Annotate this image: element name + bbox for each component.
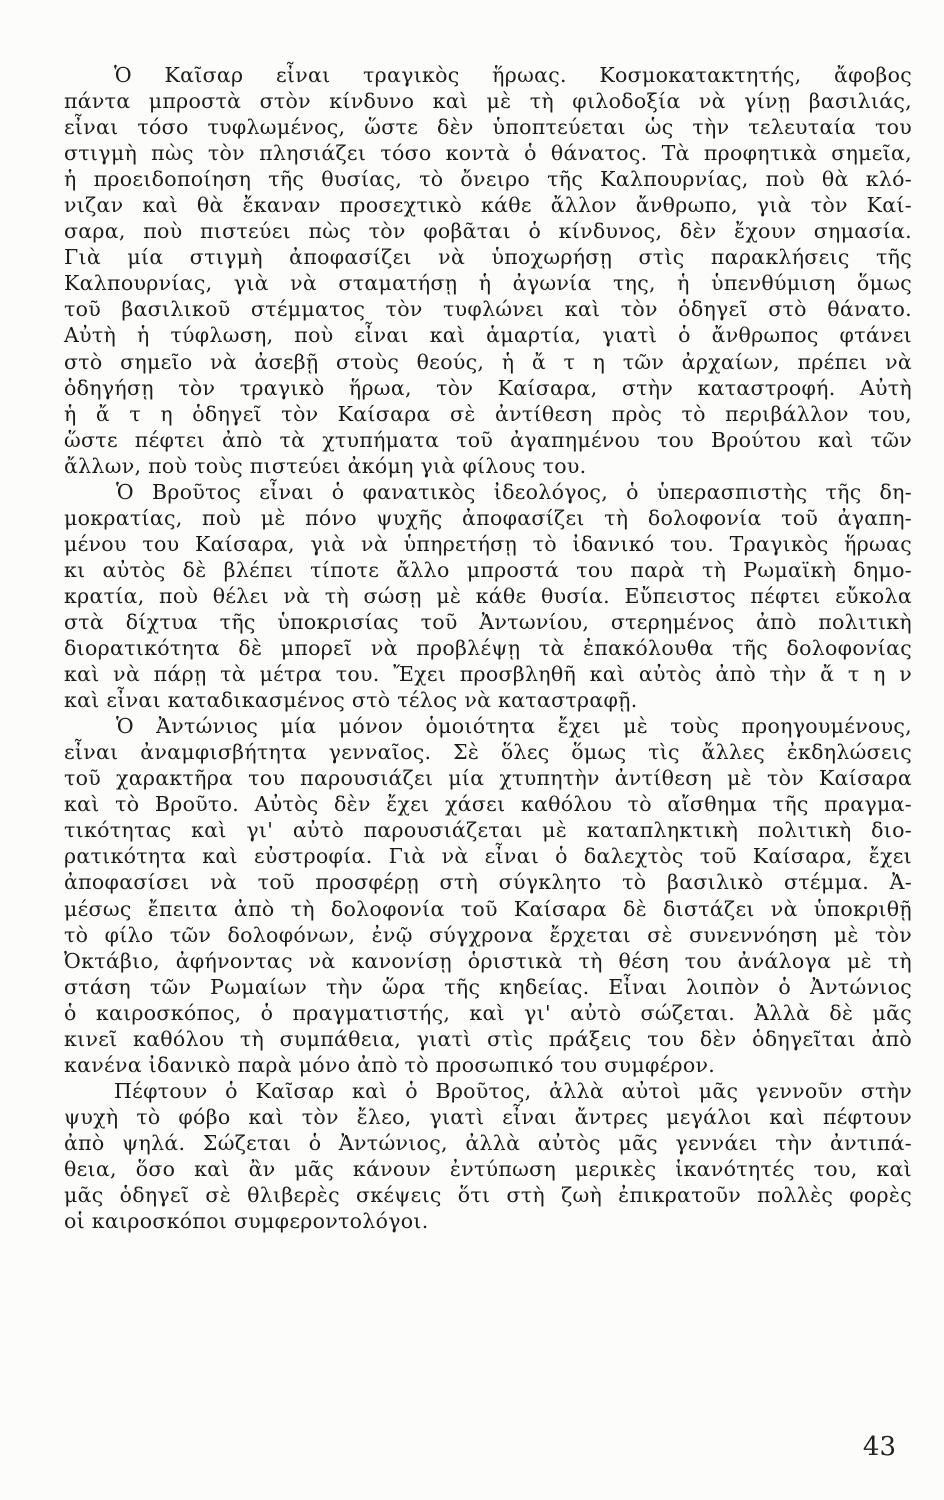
text-line: μᾶς ὁδηγεῖ σὲ θλιβερὲς σκέψεις ὅτι στὴ ζωὴ ἐπικρατοῦν πολλὲς φορὲς xyxy=(64,1183,912,1208)
text-line: ἄλλων, ποὺ τοὺς πιστεύει ἀκόμη γιὰ φίλους του. xyxy=(64,453,587,478)
text-line: εἶναι τόσο τυφλωμένος, ὥστε δὲν ὑποπτεύεται ὡς τὴν τελευταία του xyxy=(64,115,912,140)
text-line: τοῦ χαρακτῆρα του παρουσιάζει μία χτυπητὴν ἀντίθεση μὲ τὸν Καίσαρα xyxy=(64,766,912,791)
text-line: ψυχὴ τὸ φόβο καὶ τὸν ἔλεο, γιατὶ εἶναι ἄντρες μεγάλοι καὶ πέφτουν xyxy=(64,1104,912,1129)
text-line: κανένα ἰδανικὸ παρὰ μόνο ἀπὸ τὸ προσωπικό του συμφέρον. xyxy=(64,1052,716,1077)
text-line: θεια, ὅσο καὶ ἂν μᾶς κάνουν ἐντύπωση μερικὲς ἱκανότητές του, καὶ xyxy=(64,1156,912,1181)
text-line: μοκρατίας, ποὺ μὲ πόνο ψυχῆς ἀποφασίζει τὴ δολοφονία τοῦ ἀγαπη- xyxy=(64,505,912,530)
text-line: Ὁ Ἀντώνιος μία μόνον ὁμοιότητα ἔχει μὲ τοὺς προηγουμένους, xyxy=(116,714,912,739)
text-line: κρατία, ποὺ θέλει νὰ τὴ σώσῃ μὲ κάθε θυσία. Εὔπειστος πέφτει εὔκολα xyxy=(64,583,912,608)
text-line: τὸ φίλο τῶν δολοφόνων, ἐνῷ σύγχρονα ἔρχεται σὲ συνεννόηση μὲ τὸν xyxy=(64,922,912,947)
text-line: νιζαν καὶ θὰ ἔκαναν προσεχτικὸ κάθε ἄλλον ἄνθρωπο, γιὰ τὸν Καί- xyxy=(64,193,912,218)
text-line: ἡ προειδοποίηση τῆς θυσίας, τὸ ὄνειρο τῆς Καλπουρνίας, ποὺ θὰ κλό- xyxy=(64,167,912,192)
text-line: τικότητας καὶ γι' αὐτὸ παρουσιάζεται μὲ καταπληκτικὴ πολιτικὴ διο- xyxy=(64,818,912,843)
text-line: κινεῖ καθόλου τὴ συμπάθεια, γιατὶ στὶς πράξεις του δὲν ὁδηγεῖται ἀπὸ xyxy=(64,1026,912,1051)
text-line: καὶ τὸ Βροῦτο. Αὐτὸς δὲν ἔχει χάσει καθόλου τὸ αἴσθημα τῆς πραγμα- xyxy=(64,792,912,817)
text-line: Καλπουρνίας, γιὰ νὰ σταματήσῃ ἡ ἀγωνία της, ἡ ὑπενθύμιση ὅμως xyxy=(64,271,912,296)
text-line: καὶ νὰ πάρῃ τὰ μέτρα του. Ἔχει προσβληθῆ καὶ αὐτὸς ἀπὸ τὴν ἄ τ η ν xyxy=(64,662,912,687)
text-line: ρατικότητα καὶ εὐστροφία. Γιὰ νὰ εἶναι ὁ δαλεχτὸς τοῦ Καίσαρα, ἔχει xyxy=(64,844,912,869)
text-line: ὥστε πέφτει ἀπὸ τὰ χτυπήματα τοῦ ἀγαπημένου του Βρούτου καὶ τῶν xyxy=(64,427,912,452)
text-line: ἡ ἄ τ η ὁδηγεῖ τὸν Καίσαρα σὲ ἀντίθεση πρὸς τὸ περιβάλλον του, xyxy=(64,401,912,426)
text-line: εἶναι ἀναμφισβήτητα γενναῖος. Σὲ ὅλες ὅμως τὶς ἄλλες ἐκδηλώσεις xyxy=(64,740,912,765)
text-line: στάση τῶν Ρωμαίων τὴν ὥρα τῆς κηδείας. Εἶναι λοιπὸν ὁ Ἀντώνιος xyxy=(64,974,912,999)
text-line: ἀποφασίσει νὰ τοῦ προσφέρῃ στὴ σύγκλητο τὸ βασιλικὸ στέμμα. Ἀ- xyxy=(64,870,912,895)
text-line: Πέφτουν ὁ Καῖσαρ καὶ ὁ Βροῦτος, ἀλλὰ αὐτοὶ μᾶς γεννοῦν στὴν xyxy=(114,1078,912,1103)
text-line: Ὁ Καῖσαρ εἶναι τραγικὸς ἥρωας. Κοσμοκατακτητής, ἄφοβος xyxy=(114,63,912,87)
paragraph-brutus xyxy=(64,479,912,713)
body-text xyxy=(64,62,912,1234)
text-line: μένου του Καίσαρα, γιὰ νὰ ὑπηρετήσῃ τὸ ἰδανικό του. Τραγικὸς ἥρωας xyxy=(64,531,912,556)
text-line: Γιὰ μία στιγμὴ ἀποφασίζει νὰ ὑποχωρήσῃ στὶς παρακλήσεις τῆς xyxy=(64,245,912,270)
text-line: οἱ καιροσκόποι συμφεροντολόγοι. xyxy=(64,1209,429,1234)
text-line: σαρα, ποὺ πιστεύει πὼς τὸν φοβᾶται ὁ κίνδυνος, δὲν ἔχουν σημασία. xyxy=(64,219,912,244)
page-number: 43 xyxy=(862,1432,896,1462)
text-line: ὁ καιροσκόπος, ὁ πραγματιστής, καὶ γι' αὐτὸ σώζεται. Ἀλλὰ δὲ μᾶς xyxy=(64,1000,912,1025)
paragraph-caesar xyxy=(64,62,912,479)
paragraph-antony xyxy=(64,713,912,1078)
text-line: καὶ εἶναι καταδικασμένος στὸ τέλος νὰ καταστραφῇ. xyxy=(64,688,638,713)
text-line: Ὁ Βροῦτος εἶναι ὁ φανατικὸς ἰδεολόγος, ὁ ὑπερασπιστὴς τῆς δη- xyxy=(116,479,912,504)
text-line: στὰ δίχτυα τῆς ὑποκρισίας τοῦ Ἀντωνίου, στερημένος ἀπὸ πολιτικὴ xyxy=(64,609,912,634)
text-line: στιγμὴ πὼς τὸν πλησιάζει τόσο κοντὰ ὁ θάνατος. Τὰ προφητικὰ σημεῖα, xyxy=(64,141,912,166)
text-line: διορατικότητα δὲ μπορεῖ νὰ προβλέψῃ τὰ ἐπακόλουθα τῆς δολοφονίας xyxy=(64,636,912,661)
text-line: Αὐτὴ ἡ τύφλωση, ποὺ εἶναι καὶ ἁμαρτία, γιατὶ ὁ ἄνθρωπος φτάνει xyxy=(64,323,912,348)
text-line: μέσως ἔπειτα ἀπὸ τὴ δολοφονία τοῦ Καίσαρα δὲ διστάζει νὰ ὑποκριθῇ xyxy=(64,896,912,921)
text-line: ὁδηγήσῃ τὸν τραγικὸ ἥρωα, τὸν Καίσαρα, στὴν καταστροφή. Αὐτὴ xyxy=(64,375,912,400)
text-line: ἀπὸ ψηλά. Σώζεται ὁ Ἀντώνιος, ἀλλὰ αὐτὸς μᾶς γεννάει τὴν ἀντιπά- xyxy=(64,1130,912,1155)
paragraph-conclusion xyxy=(64,1078,912,1234)
text-line: Ὀκτάβιο, ἀφήνοντας νὰ κανονίσῃ ὁριστικὰ τὴ θέση του ἀνάλογα μὲ τὴ xyxy=(64,948,912,973)
text-line: στὸ σημεῖο νὰ ἀσεβῇ στοὺς θεούς, ἡ ἄ τ η τῶν ἀρχαίων, πρέπει νὰ xyxy=(64,349,912,374)
text-line: κι αὐτὸς δὲ βλέπει τίποτε ἄλλο μπροστά του παρὰ τὴ Ρωμαϊκὴ δημο- xyxy=(64,557,912,582)
text-line: πάντα μπροστὰ στὸν κίνδυνο καὶ μὲ τὴ φιλοδοξία νὰ γίνῃ βασιλιάς, xyxy=(64,89,912,114)
text-line: τοῦ βασιλικοῦ στέμματος τὸν τυφλώνει καὶ τὸν ὁδηγεῖ στὸ θάνατο. xyxy=(64,297,912,322)
